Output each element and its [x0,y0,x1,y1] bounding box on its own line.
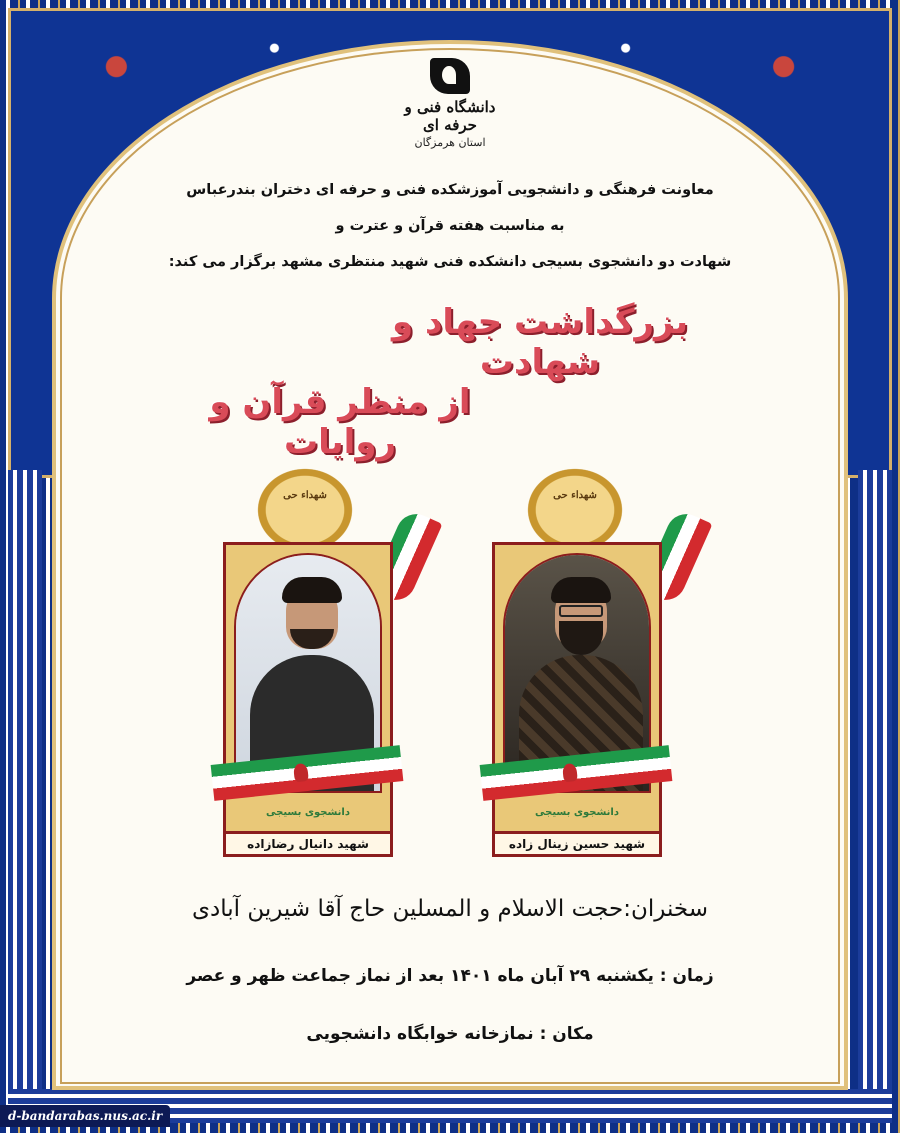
martyr-right-label: دانشجوی بسیجی [535,807,619,818]
martyr-left-name: شهید دانیال رضازاده [223,831,393,857]
flag-emblem-icon [562,763,578,782]
speaker-line: سخنران:حجت الاسلام و المسلین حاج آقا شیرین آبادی [191,896,709,922]
photo-right-hair [551,577,611,603]
time-line: زمان : یکشنبه ۲۹ آبان ماه ۱۴۰۱ بعد از نماز جماعت ظهر و عصر [186,966,714,986]
website-badge[interactable]: d-bandarabas.nus.ac.ir [0,1105,170,1127]
header-line-1: معاونت فرهنگی و دانشجویی آموزشکده فنی و حرفه ای دختران بندرعباس [186,182,714,198]
poster-arch-inner-border [60,48,840,1084]
martyr-card-right [492,542,662,857]
flag-emblem-icon [293,763,309,782]
crest-left-icon [250,462,360,542]
right-border-band [858,470,892,1110]
martyr-right-name: شهید حسین زینال زاده [492,831,662,857]
place-line: مکان : نمازخانه خوابگاه دانشجویی [306,1024,594,1044]
logo-subtitle: استان هرمزگان [414,136,486,149]
main-title: بزرگداشت جهاد و شهادت [392,302,688,382]
martyr-card-left [223,542,393,857]
crest-right-text: شهداء حی [553,490,597,501]
header-line-2: به مناسبت هفته قرآن و عترت و [335,218,565,234]
left-border-band [8,470,42,1110]
logo-title: دانشگاه فنی و حرفه ای [404,98,496,134]
crest-right-icon [520,462,630,542]
university-logo [390,50,510,170]
martyr-left-label: دانشجوی بسیجی [266,807,350,818]
sub-title: از منظر قرآن و روایات [209,382,471,462]
photo-left-hair [282,577,342,603]
photo-right-glasses [559,605,603,617]
crest-left-text: شهداء حی [283,490,327,501]
header-line-3: شهادت دو دانشجوی بسیجی دانشکده فنی شهید منتظری مشهد برگزار می کند: [168,254,732,270]
logo-icon [430,58,470,94]
